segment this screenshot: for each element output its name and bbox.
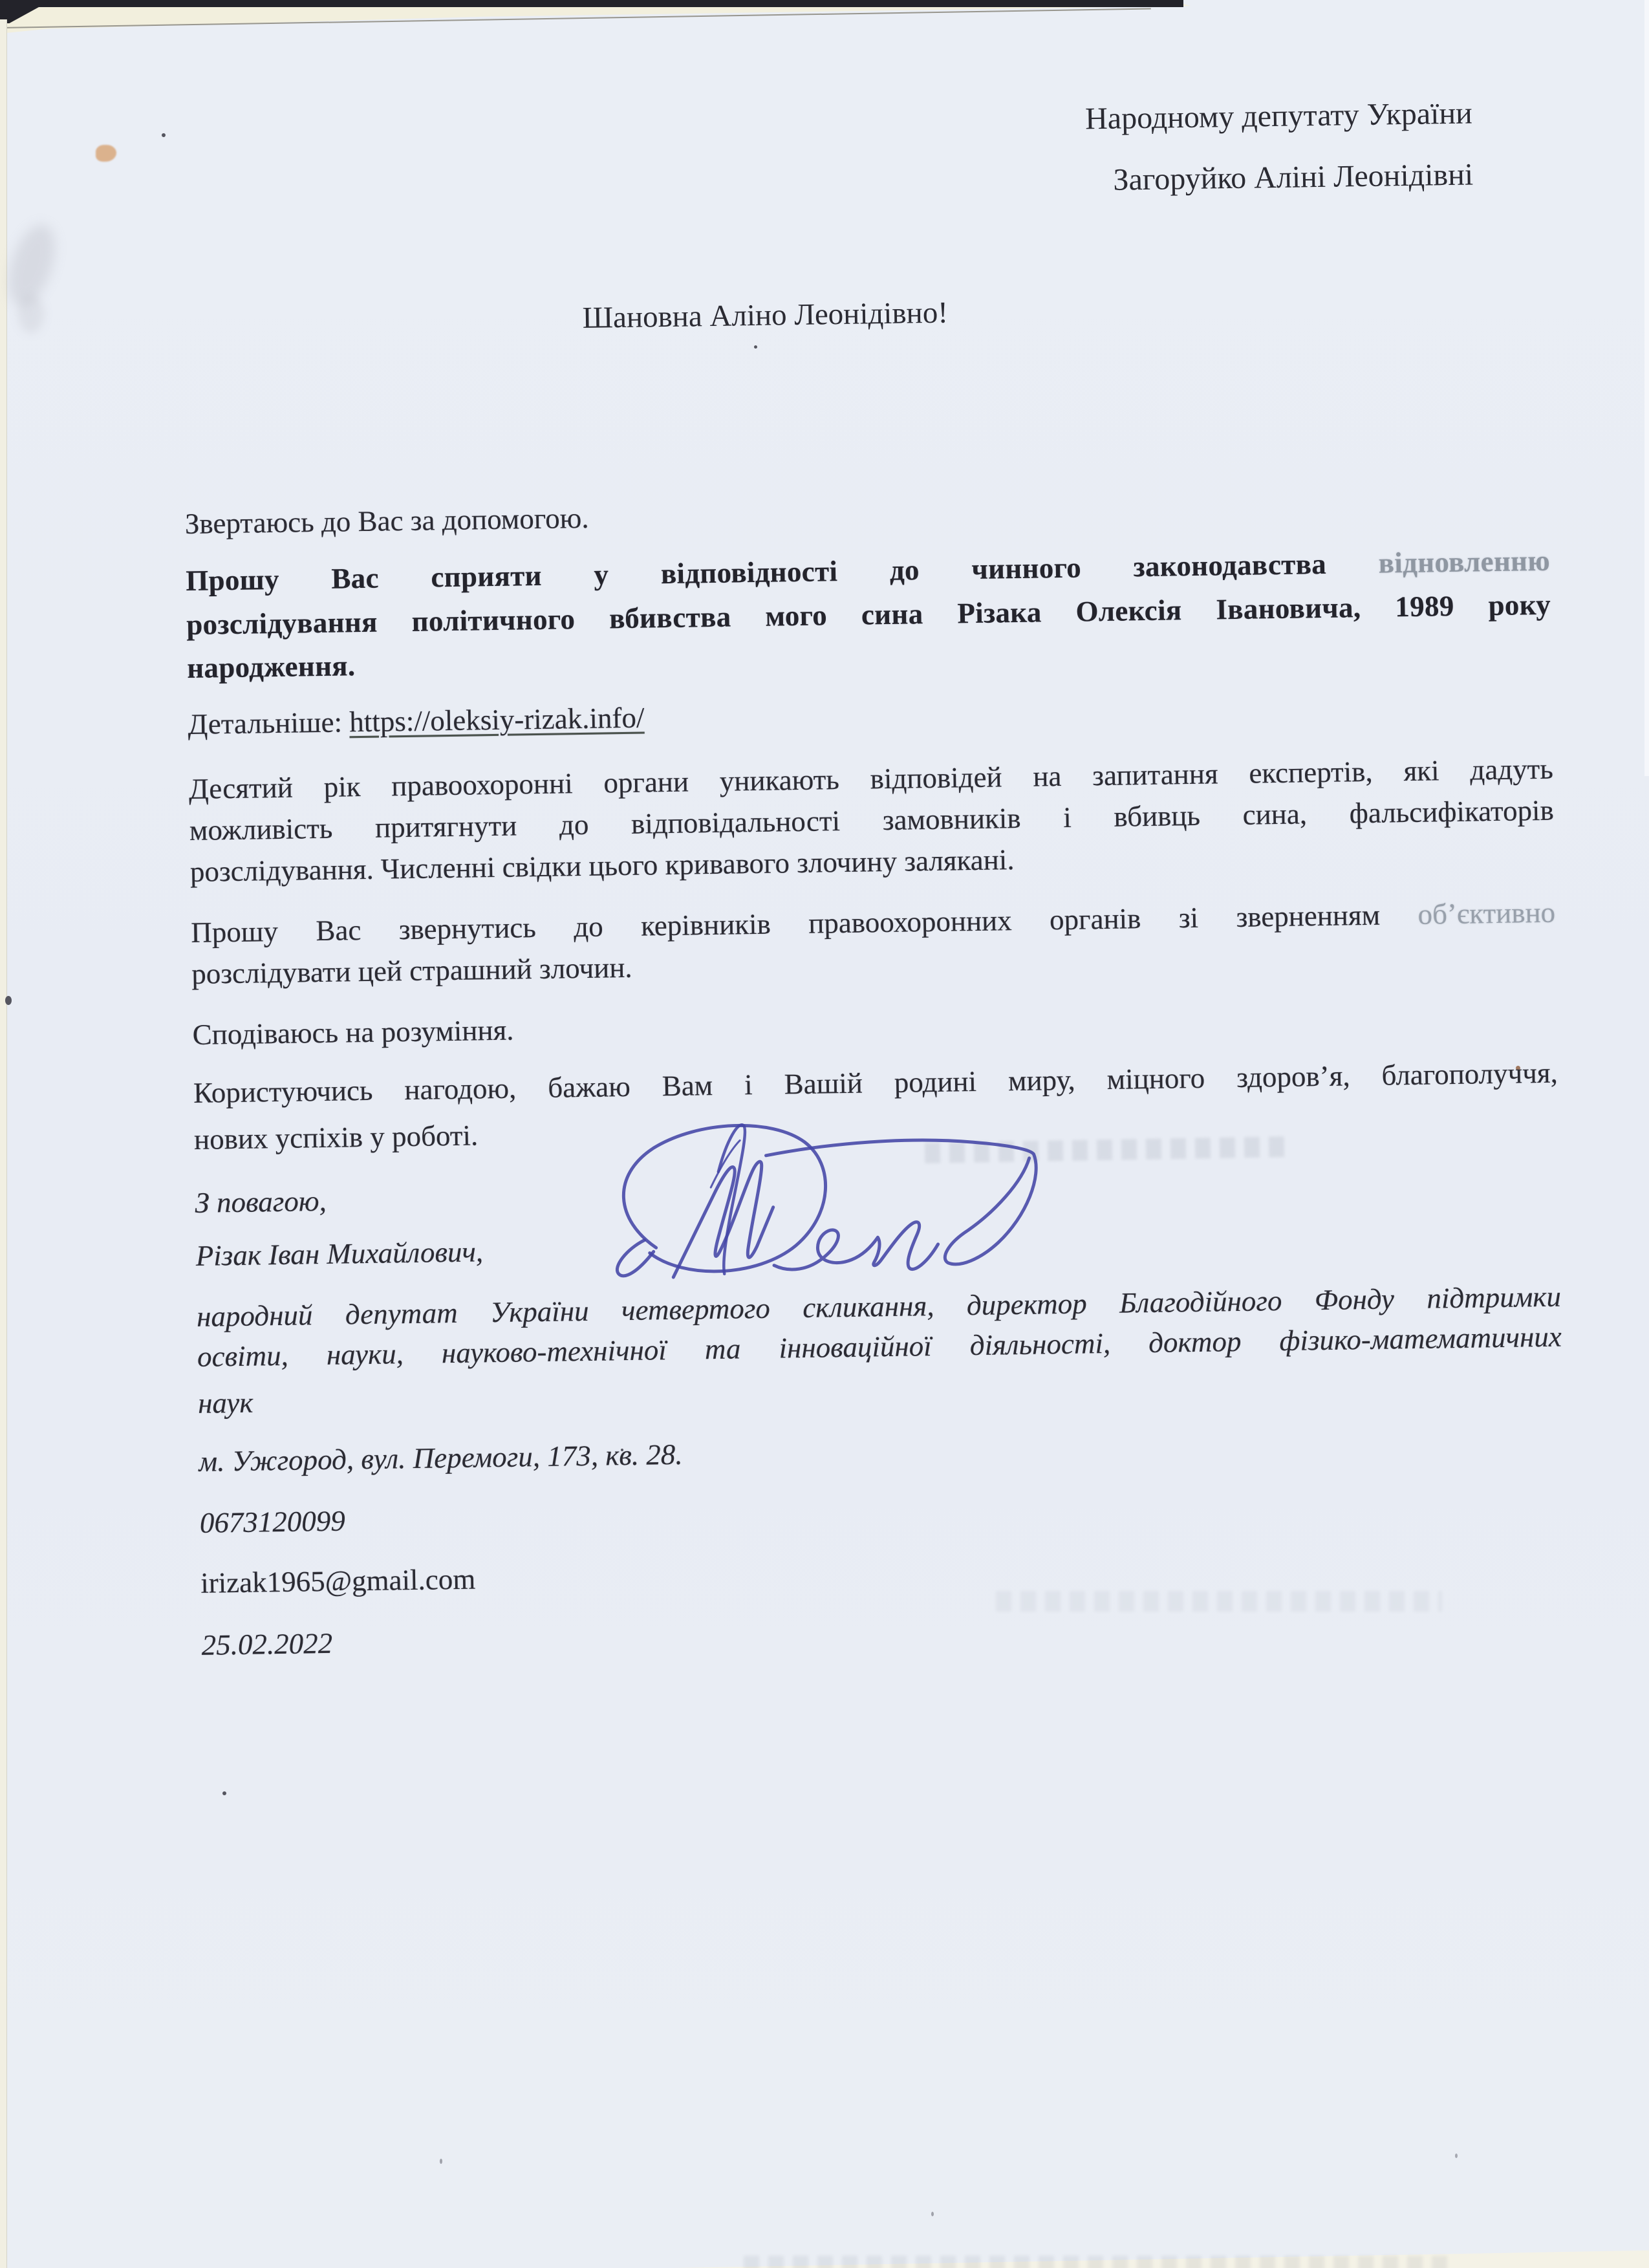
recipient-line: Народному депутату України: [1084, 96, 1473, 136]
investigation-paragraph-line: розслідування. Численні свідки цього кривавого злочину залякані.: [189, 843, 1015, 888]
request-paragraph-line: розслідування політичного вбивства мого сина Різака Олексія Івановича, 1989 року: [186, 588, 1551, 642]
appeal-text-faded: об’єктивно: [1417, 896, 1556, 931]
regards-line: З повагою,: [195, 1184, 327, 1219]
salutation: Шановна Аліно Леонідівно!: [582, 296, 949, 335]
sender-phone: 0673120099: [199, 1504, 346, 1539]
letter-date: 25.02.2022: [201, 1626, 333, 1661]
request-paragraph-line: народження.: [186, 649, 356, 685]
hope-paragraph: Сподіваюсь на розуміння.: [192, 1013, 514, 1051]
appeal-paragraph-line: розслідувати цей страшний злочин.: [191, 951, 632, 990]
signature-ink: [557, 1105, 1058, 1319]
intro-paragraph: Звертаюсь до Вас за допомогою.: [184, 501, 589, 541]
sender-title-line: народний депутат України четвертого скликання, директор Благодійного Фонду підтримки: [196, 1280, 1562, 1333]
sender-name: Різак Іван Михайлович,: [195, 1235, 484, 1272]
sender-title-line: наук: [197, 1386, 253, 1420]
request-text: Прошу Вас сприяти у відповідності до чинного законодавства: [185, 547, 1327, 598]
request-text-faded: відновленню: [1378, 544, 1551, 579]
wishes-paragraph-line: Користуючись нагодою, бажаю Вам і Вашій родині миру, міцного здоров’я, благополуччя,: [193, 1056, 1558, 1109]
details-url-link[interactable]: https://oleksiy-rizak.info/: [349, 701, 645, 739]
details-label: Детальніше:: [188, 706, 350, 741]
sender-title-line: освіти, науки, науково-технічної та інноваційної діяльності, доктор фізико-математичних: [197, 1320, 1562, 1373]
appeal-text: Прошу Вас звернутись до керівників правоохоронних органів зі зверненням: [190, 898, 1381, 949]
investigation-paragraph-line: можливість притягнути до відповідальності замовників і вбивць сина, фальсифікаторів: [189, 794, 1555, 847]
sender-email: irizak1965@gmail.com: [200, 1562, 476, 1599]
sender-address: м. Ужгород, вул. Перемоги, 173, кв. 28.: [199, 1438, 683, 1478]
handwritten-signature: [557, 1105, 1058, 1319]
recipient-line: Загоруйко Аліні Леонідівні: [1113, 157, 1474, 197]
wishes-paragraph-line: нових успіхів у роботі.: [193, 1119, 479, 1156]
details-line: [188, 685, 1553, 744]
investigation-paragraph-line: Десятий рік правоохоронні органи уникають відповідей на запитання експертів, які дадуть: [188, 752, 1554, 805]
